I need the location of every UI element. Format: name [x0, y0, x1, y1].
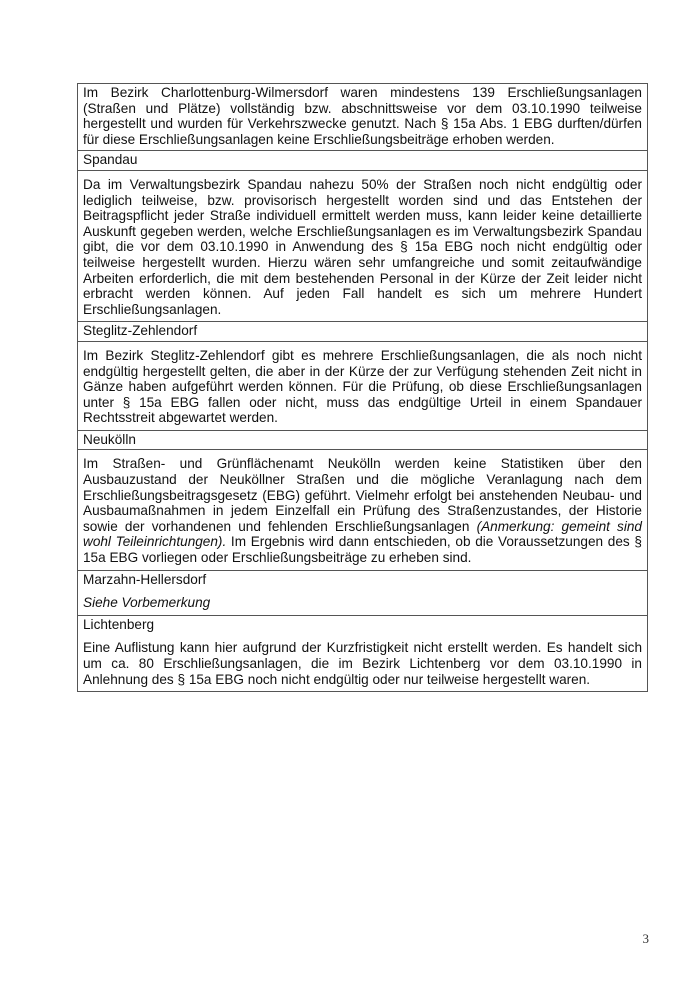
table-cell	[78, 84, 648, 151]
table-cell	[78, 570, 648, 615]
district-text-lichtenberg: Eine Auflistung kann hier aufgrund der Kurzfristigkeit nicht erstellt werden. Es handelt sich um ca. 80 Erschließungsanlagen, die im Bezirk Lichtenberg vor dem 03.10.1990 in Anlehnung des § 15a EBG noch nicht endgültig oder nur teilweise hergestellt waren.	[83, 640, 642, 687]
neukoelln-text-start: Im Straßen- und Grünflächenamt Neukölln werden keine Statistiken über den Ausbauzustand der Neuköllner Straßen und die mögliche Veranlagung nach dem Erschließungsbeitragsgesetz (EBG) geführt. Vielmehr erfolgt bei anstehenden Neubau- und Ausbaumaßnahmen in jedem Einzelfall ein Prüfung des Straßenzustandes, der Historie sowie der vorhandenen und fehlenden Erschließungsanlagen	[83, 456, 642, 534]
page-number: 3	[642, 931, 649, 946]
district-heading-steglitz-zehlendorf: Steglitz-Zehlendorf	[83, 323, 198, 339]
table-row	[78, 151, 648, 171]
district-heading-marzahn-hellersdorf: Marzahn-Hellersdorf	[83, 571, 207, 587]
table-cell	[78, 450, 648, 570]
district-text-steglitz-zehlendorf: Im Bezirk Steglitz-Zehlendorf gibt es mehrere Erschließungsanlagen, die als noch nicht endgültig hergestellt gelten, die aber in der Kürze der zur Verfügung stehenden Zeit nicht in Gänze haben aufgeführt werden können. Für die Prüfung, ob diese Erschließungsanlagen unter § 15a EBG fallen oder nicht, muss das endgültige Urteil in einem Spandauer Rechtsstreit abgewartet werden.	[83, 347, 642, 426]
charlottenburg-wilmersdorf-text: Im Bezirk Charlottenburg-Wilmersdorf waren mindestens 139 Erschließungsanlagen (Straßen und Plätze) vollständig bzw. abschnittsweise vor dem 03.10.1990 teilweise hergestellt und wurden für Verkehrszwecke genutzt. Nach § 15a Abs. 1 EBG durften/dürfen für diese Erschließungsanlagen keine Erschließungsbeiträge erhoben werden.	[83, 85, 642, 147]
table-row	[78, 615, 648, 691]
district-heading-neukoelln: Neukölln	[83, 431, 136, 447]
table-cell	[78, 151, 648, 171]
table-cell	[78, 615, 648, 691]
neukoelln-annotation: (Anmerkung: gemeint sind wohl Teileinrichtungen).	[83, 518, 642, 550]
district-heading-lichtenberg: Lichtenberg	[83, 616, 155, 632]
table-row	[78, 341, 648, 430]
table-cell	[78, 430, 648, 450]
table-row	[78, 322, 648, 342]
table-row	[78, 430, 648, 450]
table-row	[78, 570, 648, 615]
neukoelln-text-end: Im Ergebnis wird dann entschieden, ob die Voraussetzungen des § 15a EBG vorliegen oder Erschließungsbeiträge zu erheben sind.	[83, 534, 642, 566]
district-text-marzahn-hellersdorf: Siehe Vorbemerkung	[83, 595, 211, 611]
table-row	[78, 84, 648, 151]
district-heading-spandau: Spandau	[83, 152, 138, 168]
table-row	[78, 170, 648, 321]
table-cell	[78, 341, 648, 430]
table-cell	[78, 170, 648, 321]
district-table	[77, 83, 648, 692]
district-text-spandau: Da im Verwaltungsbezirk Spandau nahezu 50% der Straßen noch nicht endgültig oder lediglich teilweise, bzw. provisorisch hergestellt worden sind und das Entstehen der Beitragspflicht jeder Straße individuell ermittelt werden muss, kann leider keine detaillierte Auskunft gegeben werden, welche Erschließungsanlagen es im Verwaltungsbezirk Spandau gibt, die vor dem 03.10.1990 in Anwendung des § 15a EBG noch nicht endgültig oder teilweise hergestellt wurden. Hierzu wären sehr umfangreiche und somit zeitaufwändige Arbeiten erforderlich, die mit dem bestehenden Personal in der Kürze der Zeit leider nicht erbracht werden können. Auf jeden Fall handelt es sich um mehrere Hundert Erschließungsanlagen.	[83, 176, 642, 317]
district-text-neukoelln	[83, 450, 642, 569]
table-row	[78, 450, 648, 570]
table-cell	[78, 322, 648, 342]
